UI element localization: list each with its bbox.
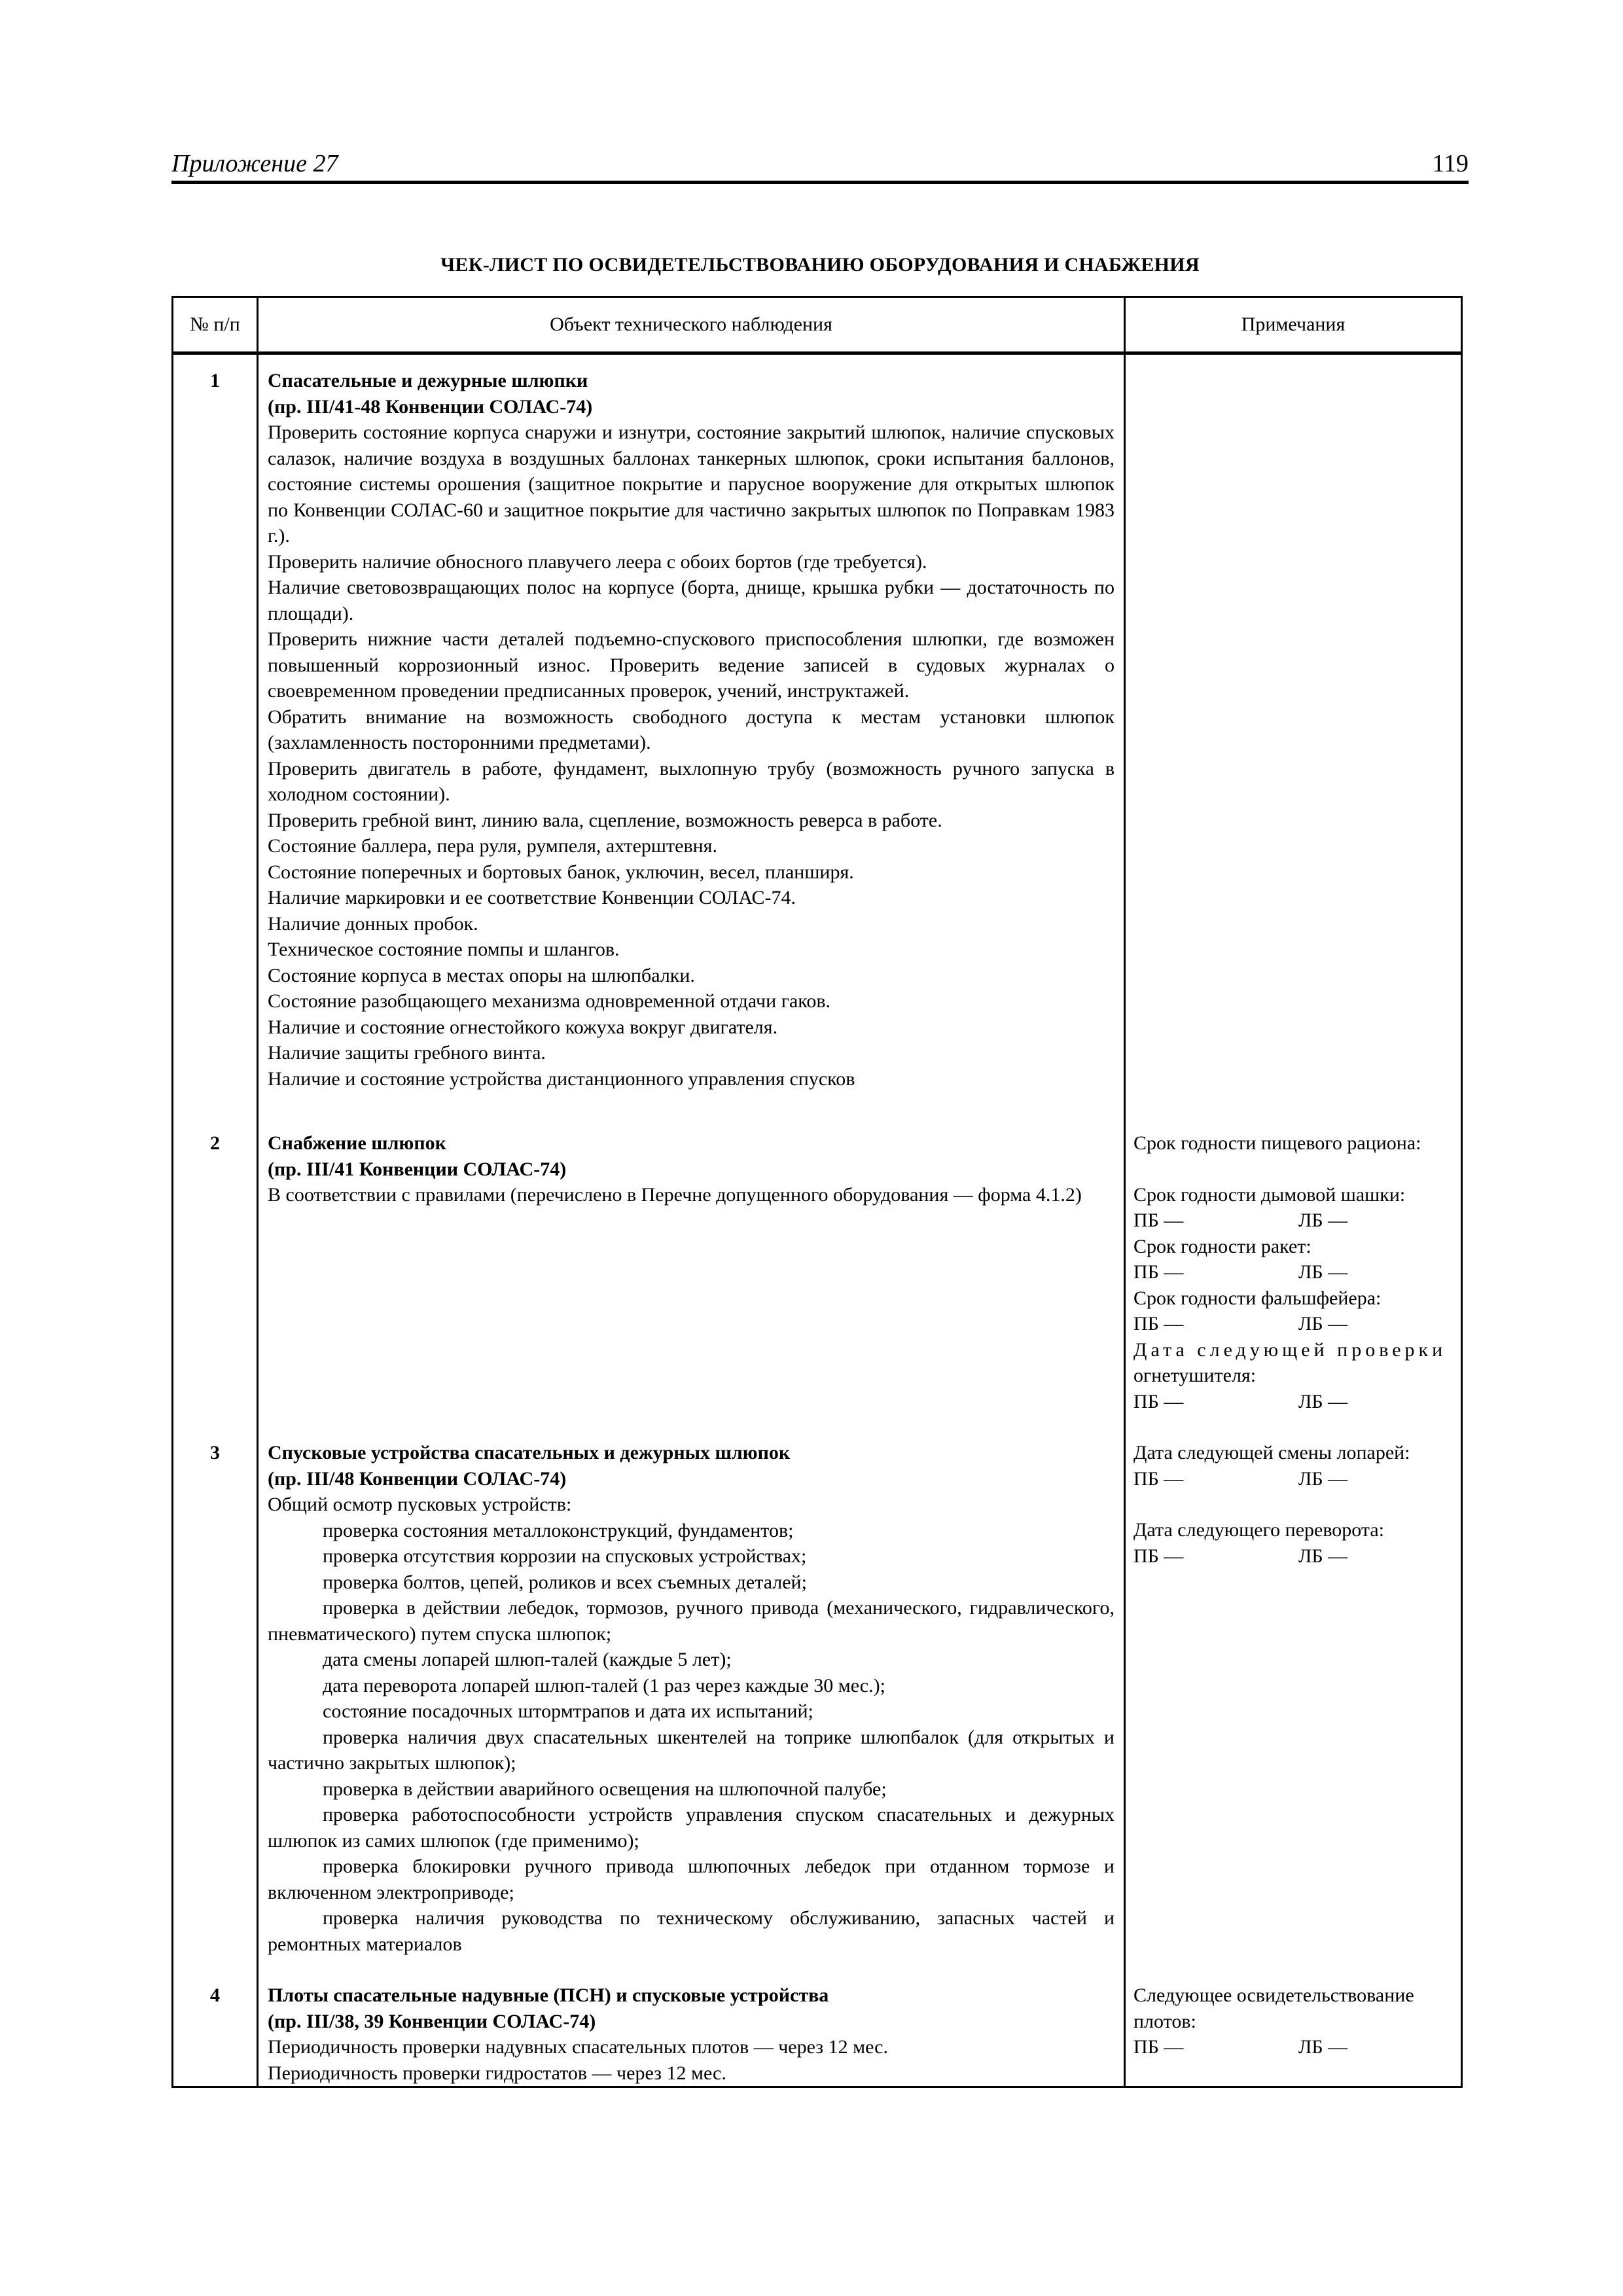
section-intro: Общий осмотр пусковых устройств: [268, 1494, 572, 1515]
check-item: проверка наличия руководства по техническому обслуживанию, запасных частей и ремонтных материалов [268, 1907, 1115, 1955]
check-item: В соответствии с правилами (перечислено в Перечне допущенного оборудования — форма 4.1.2) [268, 1184, 1082, 1206]
lb-label: ЛБ — [1298, 1261, 1348, 1283]
row-number: 4 [173, 1982, 258, 2087]
column-header-num: № п/п [173, 297, 258, 353]
lb-label: ЛБ — [1298, 2036, 1348, 2058]
section-title: Спусковые устройства спасательных и дежурных шлюпок [268, 1442, 791, 1463]
object-cell [258, 1440, 1125, 1982]
check-item: Наличие световозвращающих полос на корпусе (борта, днище, крышка рубки — достаточность по площади). [268, 577, 1115, 624]
column-header-notes: Примечания [1125, 297, 1462, 353]
check-item: Состояние разобщающего механизма одновременной отдачи гаков. [268, 990, 831, 1012]
pb-lb-pair [1133, 1466, 1454, 1492]
lb-label: ЛБ — [1298, 1313, 1348, 1335]
object-cell [258, 1982, 1125, 2087]
check-item: Проверить нижние части деталей подъемно-спускового приспособления шлюпки, где возможен повышенный коррозионный износ. Проверить ведение записей в судовых журналах о своевременном проведении предписанных проверок, учений, инструктажей. [268, 628, 1115, 702]
check-item: проверка болтов, цепей, роликов и всех съемных деталей; [323, 1571, 807, 1593]
object-cell [258, 353, 1125, 1118]
check-item: Наличие и состояние устройства дистанционного управления спусков [268, 1067, 855, 1090]
pb-label: ПБ — [1133, 2036, 1184, 2058]
note-extinguisher: Дата следующей проверки [1133, 1338, 1447, 1361]
table-row [173, 353, 1462, 1118]
section-title: Плоты спасательные надувные (ПСН) и спусковые устройства [268, 1984, 829, 2006]
table-row [173, 1982, 1462, 2087]
table-header-row [173, 297, 1462, 353]
checklist-table [171, 296, 1463, 2088]
check-item: Обратить внимание на возможность свободного доступа к местам установки шлюпок (захламленность посторонними предметами). [268, 706, 1115, 753]
check-item: Периодичность проверки надувных спасательных плотов — через 12 мес. [268, 2036, 888, 2058]
check-item: Наличие маркировки и ее соответствие Конвенции СОЛАС-74. [268, 887, 796, 908]
check-item: проверка в действии лебедок, тормозов, ручного привода (механического, гидравлического, пневматического) путем спуска шлюпок; [268, 1597, 1115, 1645]
note-food-ration: Срок годности пищевого рациона: [1133, 1132, 1421, 1154]
check-item: Техническое состояние помпы и шлангов. [268, 939, 620, 960]
note-extinguisher-cont: огнетушителя: [1133, 1365, 1257, 1386]
note-hand-flare: Срок годности фальшфейера: [1133, 1287, 1382, 1309]
note-falls-turn: Дата следующего переворота: [1133, 1519, 1385, 1541]
table-row [173, 1440, 1462, 1982]
pb-lb-pair [1133, 1543, 1454, 1570]
check-item: дата переворота лопарей шлюп-талей (1 раз через каждые 30 мес.); [323, 1674, 885, 1696]
row-number: 2 [173, 1117, 258, 1440]
lb-label: ЛБ — [1298, 1545, 1348, 1567]
check-item: Периодичность проверки гидростатов — через 12 мес. [268, 2062, 726, 2084]
note-falls-change: Дата следующей смены лопарей: [1133, 1442, 1410, 1463]
check-item: Наличие донных пробок. [268, 912, 478, 935]
pb-label: ПБ — [1133, 1210, 1184, 1231]
check-item: Состояние поперечных и бортовых банок, уключин, весел, планширя. [268, 861, 854, 883]
check-item: проверка в действии аварийного освещения на шлюпочной палубе; [323, 1778, 887, 1800]
pb-lb-pair [1133, 2034, 1454, 2060]
section-reference: (пр. III/38, 39 Конвенции СОЛАС-74) [268, 2010, 596, 2032]
column-header-object: Объект технического наблюдения [258, 297, 1125, 353]
check-item: Проверить гребной винт, линию вала, сцепление, возможность реверса в работе. [268, 809, 942, 831]
section-title: Спасательные и дежурные шлюпки [268, 370, 588, 391]
check-item: Наличие и состояние огнестойкого кожуха вокруг двигателя. [268, 1016, 778, 1038]
pb-label: ПБ — [1133, 1545, 1184, 1567]
check-item: проверка отсутствия коррозии на спусковых устройствах; [323, 1545, 807, 1567]
notes-cell [1125, 353, 1462, 1118]
lb-label: ЛБ — [1298, 1210, 1348, 1231]
lb-label: ЛБ — [1298, 1390, 1348, 1412]
row-number: 1 [173, 353, 258, 1118]
row-number: 3 [173, 1440, 258, 1982]
pb-lb-pair [1133, 1389, 1454, 1415]
page-number: 119 [1432, 150, 1469, 177]
document-title: ЧЕК-ЛИСТ ПО ОСВИДЕТЕЛЬСТВОВАНИЮ ОБОРУДОВАНИЯ И СНАБЖЕНИЯ [440, 254, 1200, 276]
section-reference: (пр. III/41-48 Конвенции СОЛАС-74) [268, 395, 593, 418]
check-item: проверка наличия двух спасательных шкентелей на топрике шлюпбалок (для открытых и частично закрытых шлюпок); [268, 1726, 1115, 1774]
check-item: Проверить наличие обносного плавучего леера с обоих бортов (где требуется). [268, 550, 927, 573]
section-title: Снабжение шлюпок [268, 1132, 446, 1154]
notes-cell [1125, 1117, 1462, 1440]
section-reference: (пр. III/48 Конвенции СОЛАС-74) [268, 1467, 567, 1490]
pb-lb-pair [1133, 1208, 1454, 1234]
check-item: Проверить состояние корпуса снаружи и изнутри, состояние закрытий шлюпок, наличие спусковых салазок, наличие воздуха в воздушных баллонах танкерных шлюпок, сроки испытания баллонов, состояние системы орошения (защитное покрытие и парусное вооружение для открытых шлюпок по Конвенции СОЛАС-60 и защитное покрытие для частично закрытых шлюпок по Поправкам 1983 г.). [268, 422, 1115, 547]
note-raft-survey: Следующее освидетельствование [1133, 1984, 1414, 2006]
pb-label: ПБ — [1133, 1261, 1184, 1283]
note-raft-survey-cont: плотов: [1133, 2010, 1196, 2032]
check-item: проверка состояния металлоконструкций, фундаментов; [323, 1519, 794, 1541]
note-smoke-signal: Срок годности дымовой шашки: [1133, 1183, 1406, 1206]
check-item: Наличие защиты гребного винта. [268, 1042, 546, 1064]
check-item: состояние посадочных штормтрапов и дата их испытаний; [323, 1700, 813, 1722]
pb-label: ПБ — [1133, 1390, 1184, 1412]
check-item: Состояние баллера, пера руля, румпеля, ахтерштевня. [268, 835, 717, 857]
table-row [173, 1117, 1462, 1440]
pb-lb-pair [1133, 1311, 1454, 1337]
note-rockets: Срок годности ракет: [1133, 1235, 1311, 1257]
lb-label: ЛБ — [1298, 1467, 1348, 1490]
appendix-label: Приложение 27 [171, 150, 338, 177]
pb-label: ПБ — [1133, 1467, 1184, 1490]
pb-lb-pair [1133, 1259, 1454, 1285]
pb-label: ПБ — [1133, 1313, 1184, 1335]
section-reference: (пр. III/41 Конвенции СОЛАС-74) [268, 1158, 567, 1180]
check-item: Проверить двигатель в работе, фундамент, выхлопную трубу (возможность ручного запуска в холодном состоянии). [268, 757, 1115, 805]
object-cell [258, 1117, 1125, 1440]
page-header [171, 141, 1469, 184]
check-item: проверка блокировки ручного привода шлюпочных лебедок при отданном тормозе и включенном электроприводе; [268, 1856, 1115, 1903]
check-item: дата смены лопарей шлюп-талей (каждые 5 лет); [323, 1649, 732, 1670]
notes-cell [1125, 1982, 1462, 2087]
check-item: проверка работоспособности устройств управления спуском спасательных и дежурных шлюпок из самих шлюпок (где применимо); [268, 1804, 1115, 1852]
notes-cell [1125, 1440, 1462, 1982]
check-item: Состояние корпуса в местах опоры на шлюпбалки. [268, 964, 695, 986]
